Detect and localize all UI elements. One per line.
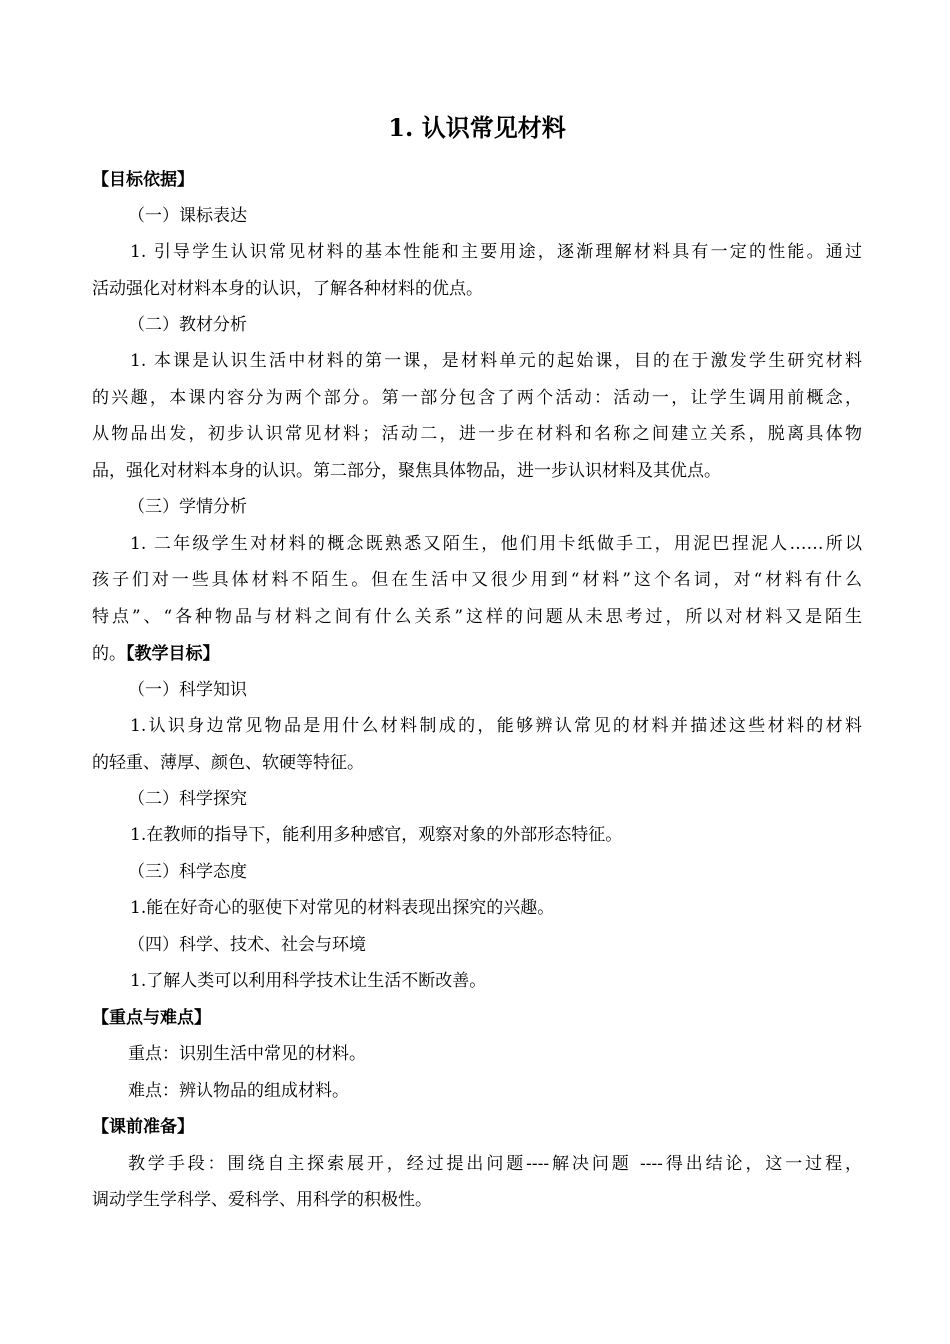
paragraph-line: 1. 引导学生认识常见材料的基本性能和主要用途，逐渐理解材料具有一定的性能。通过 [130,242,862,262]
paragraph-line-with-heading [92,640,862,668]
paragraph-line: 重点：识别生活中常见的材料。 [128,1044,366,1064]
paragraph-line: 特点”、“各种物品与材料之间有什么关系”这样的问题从未思考过，所以对材料又是陌生 [92,607,862,627]
paragraph-line: 1.在教师的指导下，能利用多种感官，观察对象的外部形态特征。 [130,825,623,845]
paragraph-line: 1.了解人类可以利用科学技术让生活不断改善。 [130,971,487,991]
paragraph-line: 的。 [92,644,126,664]
subheading-students: （三）学情分析 [128,497,247,517]
section-heading-key-points: 【重点与难点】 [92,1008,211,1028]
subheading-attitude: （三）科学态度 [128,862,247,882]
subheading-inquiry: （二）科学探究 [128,789,247,809]
paragraph-line: 1. 二年级学生对材料的概念既熟悉又陌生，他们用卡纸做手工，用泥巴捏泥人……所以 [130,534,862,554]
paragraph-line: 的轻重、薄厚、颜色、软硬等特征。 [92,753,364,773]
paragraph-line: 教学手段：围绕自主探索展开，经过提出问题----解决问题 ----得出结论，这一过程， [128,1154,862,1174]
paragraph-line: 1. 本课是认识生活中材料的第一课，是材料单元的起始课，目的在于激发学生研究材料 [130,351,862,371]
paragraph-line: 难点：辨认物品的组成材料。 [128,1081,349,1101]
paragraph-line: 品，强化对材料本身的认识。第二部分，聚焦具体物品，进一步认识材料及其优点。 [92,461,721,481]
paragraph-line: 孩子们对一些具体材料不陌生。但在生活中又很少用到“材料”这个名词，对“材料有什么 [92,570,862,590]
paragraph-line: 1.能在好奇心的驱使下对常见的材料表现出探究的兴趣。 [130,898,555,918]
subheading-curriculum: （一）课标表达 [128,206,247,226]
paragraph-line: 调动学生学科学、爱科学、用科学的积极性。 [92,1190,432,1210]
subheading-textbook: （二）教材分析 [128,315,247,335]
section-heading-preparation: 【课前准备】 [92,1117,194,1137]
section-heading-teaching-goals: 【教学目标】 [126,644,220,664]
section-heading-target-basis: 【目标依据】 [92,170,194,190]
subheading-knowledge: （一）科学知识 [128,680,247,700]
subheading-sts: （四）科学、技术、社会与环境 [128,935,366,955]
paragraph-line: 从物品出发，初步认识常见材料；活动二，进一步在材料和名称之间建立关系，脱离具体物 [92,424,862,444]
paragraph-line: 活动强化对材料本身的认识，了解各种材料的优点。 [92,279,483,299]
paragraph-line: 的兴趣，本课内容分为两个部分。第一部分包含了两个活动：活动一，让学生调用前概念， [92,388,862,408]
paragraph-line: 1.认识身边常见物品是用什么材料制成的，能够辨认常见的材料并描述这些材料的材料 [130,716,862,736]
document-title: 1. 认识常见材料 [388,113,566,142]
